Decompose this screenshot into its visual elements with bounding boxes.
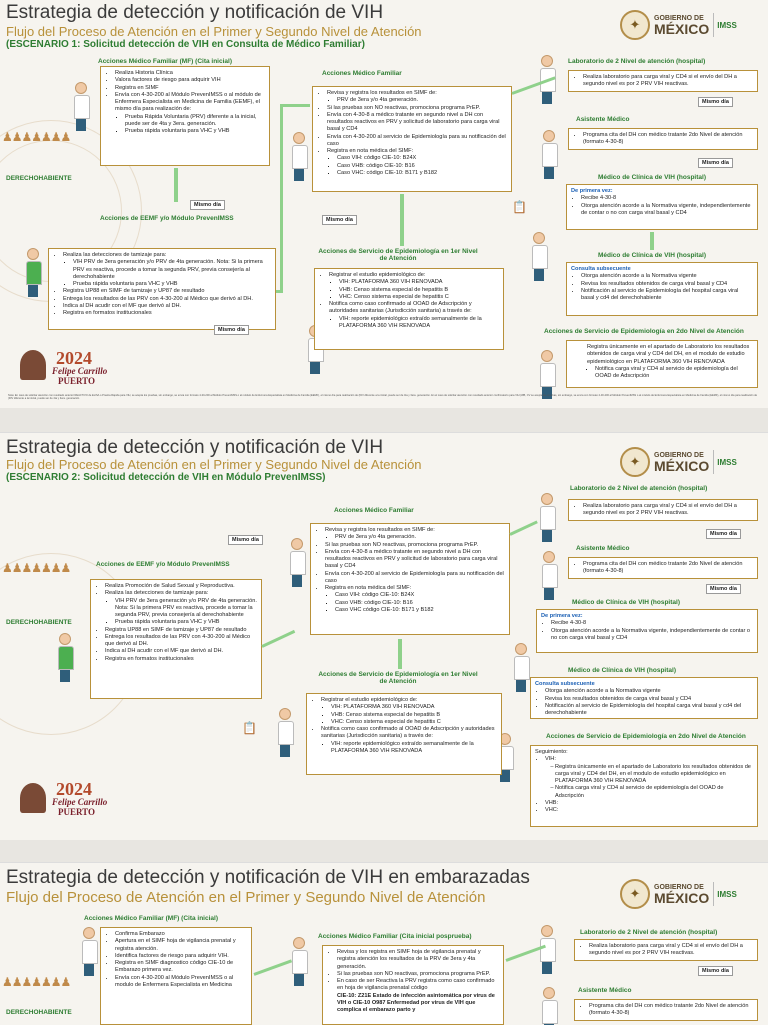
derechohabiente-label: DERECHOHABIENTE [6, 175, 72, 182]
list-item: • VIH: [545, 756, 753, 763]
people-group-icon: ♟♟♟♟♟♟♟ [2, 561, 71, 575]
year-logo: 2024 [56, 779, 92, 799]
list-item: • Registra en nota médica del SIMF: [327, 148, 507, 155]
list-item: • Apertura en el SIMF hoja de vigilancia prenatal y registra atención. [115, 938, 247, 953]
eemf-actions-box [48, 248, 276, 330]
asistente-section-title: Asistente Médico [576, 116, 630, 123]
mf2-section-title: Acciones Médico Familiar [334, 507, 414, 514]
list-item: • Realiza Promoción de Salud Sexual y Reproductiva. [105, 583, 257, 590]
list-item: ▪ VIH PRV de 3era generación y/o PRV de 4ta generación. Nota: Si la primera PRV es reactiva, procede a tomar la segunda PRV, previa consejería al derechohabiente [73, 259, 271, 281]
mf-actions-box [100, 927, 252, 1025]
flow-arrow [509, 520, 537, 535]
list-item: • Envía con 4-30-200 al Módulo PrevenIMSS o al modulo de Enfermera Especialista en Medicina [115, 975, 247, 990]
mf2-actions-box [312, 86, 512, 192]
list-item: ▪ VHC: Censo sistema especial de hepatitis C [331, 719, 497, 726]
assistant-figure-icon [542, 551, 556, 600]
footnote: Nota: En caso de solicitar atención con resultado anterior REACTIVO de ELISA o Prueba Rápida para VIH, se acepta los pruebas, sin embargo, se envía con formato 4-30-200 al Módulo PrevenIMSS o al módulo de Enfermera Especialista en Medicina de Familia (EEMF), el mismo día para realización de (IDV diferente a la inicial, puede ser de 4ta y 3era. generación. En el caso de solicitar atención con resultado anterior confirmatorio para VIH (WB, CV se acepta las pruebas, sin embargo, se envía con formato 4-30-200 al Módulo PrevenIMSS o al módulo de Enfermera Especialista en Medicina de Familia (EEMF), el mismo día para realización de (IDV diferente a la inicial, puede ser de 4ta y 3era. generación. [8, 394, 758, 401]
felipe-carrillo-portrait [20, 783, 46, 813]
list-item: • Envía con 4-30-200 al servicio de Epidemiología para su notificación del caso [327, 134, 507, 149]
list-item: • Confirma Embarazo [115, 931, 247, 938]
list-item: ▪ Caso VIH: código CIE-10: B24X [335, 592, 505, 599]
nurse-figure-icon [26, 248, 40, 297]
list-item: • VHB: [545, 800, 753, 807]
list-item: • Recibe 4-30-8 [581, 195, 753, 202]
list-item: – Registra únicamente en el apartado de Laboratorio los resultados obtenidos de carga viral y CD4 del DH, en el modulo de estudio epidemiológico en PLATAFORMA 360 VIH RENOVADA [555, 764, 753, 786]
doctor-figure-icon [292, 937, 306, 986]
list-item: • Realiza laboratorio para carga viral y CD4 si el envío del DH a segundo nivel es por 2 PRV VIH reactivas. [589, 943, 753, 958]
scenario-label: (ESCENARIO 2: Solicitud detección de VIH en Módulo PrevenIMSS) [6, 472, 326, 483]
list-item: • Registra en formatos institucionales [63, 310, 271, 317]
eemf-section-title: Acciones de EEMF y/o Módulo PrevenIMSS [100, 215, 234, 222]
clinic1-actions-box: De primera vez: • Recibe 4-30-8 • Otorga atención acorde a la Normativa vigente, independientemente de contar o no con carga viral basal y CD4 [536, 609, 758, 653]
flow-arrow [280, 104, 310, 107]
clinic2-actions-box: Consulta subsecuente • Otorga atención acorde a la Normativa vigente • Revisa los resultados obtenidos de carga viral basal y CD4 • Notificación al servicio de Epidemiología del hospital carga viral basal y cd4 del derechohabiente [530, 677, 758, 719]
list-item: • Programa cita del DH con médico tratante 2do Nivel de atención (formato 4-30-8) [583, 561, 753, 576]
list-item: ▪ Caso VHB: código CIE-10: B16 [337, 163, 507, 170]
clinic2-section-title: Médico de Clínica de VIH (hospital) [598, 252, 706, 259]
clinic1-section-title: Médico de Clínica de VIH (hospital) [572, 599, 680, 606]
mismo-dia-tag: Mismo día [698, 158, 733, 168]
list-item: ▪ Caso VIH: código CIE-10: B24X [337, 155, 507, 162]
list-item: • Identifica factores de riesgo para adquirir VIH. [115, 953, 247, 960]
people-group-icon: ♟♟♟♟♟♟♟ [2, 975, 71, 989]
felipe-carrillo-logo: Felipe Carrillo [52, 366, 108, 376]
nurse-figure-icon [58, 633, 72, 682]
list-item: • Indica al DH acudir con el MF que derivó al DH. [63, 303, 271, 310]
flow-arrow [280, 104, 283, 293]
eagle-seal-icon: ✦ [620, 10, 650, 40]
imss-logo: IMSS [713, 13, 737, 37]
list-item: ▪ Notifica carga viral y CD4 al servicio de epidemiología del OOAD de Adscripción [595, 366, 753, 381]
doctor-figure-icon [514, 643, 528, 692]
flow-arrow [261, 630, 295, 648]
lab-section-title: Laboratorio de 2 Nivel de atención (hospital) [568, 58, 706, 65]
lab-section-title: Laboratorio de 2 Nivel de atención (hospital) [570, 485, 708, 492]
list-item: • Indica al DH acudir con el MF que derivó al DH. [105, 648, 257, 655]
lab-technician-icon [540, 493, 554, 542]
list-item: • Registra en SIMF [115, 85, 265, 92]
epi2-actions-box: Registra únicamente en el apartado de Laboratorio los resultados obtenidos de carga viral y CD4 del DH, en el modulo de estudio epidemiológico en PLATAFORMA 360 VIH RENOVADA ▪ Notifica carga viral y CD4 al servicio de epidemiología del OOAD de Adscripción [566, 340, 758, 388]
people-group-icon: ♟♟♟♟♟♟♟ [2, 130, 71, 144]
epi2-section-title: Acciones de Servicio de Epidemiología en 2do Nivel de Atención [544, 328, 744, 335]
gobierno-logo: ✦ GOBIERNO DE MÉXICO IMSS [620, 879, 737, 909]
list-item: • Registrar el estudio epidemiológico de: [329, 272, 499, 279]
list-item: • Realiza las detecciones de tamizaje para: [105, 590, 257, 597]
mf2-section-title: Acciones Médico Familiar [322, 70, 402, 77]
eemf-section-title: Acciones de EEMF y/o Módulo PrevenIMSS [96, 561, 230, 568]
assistant-figure-icon [542, 987, 556, 1025]
asistente-section-title: Asistente Médico [578, 987, 632, 994]
gobierno-logo: ✦ GOBIERNO DE MÉXICO IMSS [620, 10, 737, 40]
page-subtitle: Flujo del Proceso de Atención en el Primer y Segundo Nivel de Atención [6, 889, 486, 906]
scenario-label: (ESCENARIO 1: Solicitud detección de VIH en Consulta de Médico Familiar) [6, 39, 365, 50]
list-item: • VHC: [545, 807, 753, 814]
list-item: • Revisa y registra los resultados en SIMF de: [325, 527, 505, 534]
clipboard-icon: 📋 [512, 200, 527, 214]
list-item: ▪ VIH: reporte epidemiológico extraído semanalmente de la PLATAFORMA 360 VIH RENOVADA [331, 741, 497, 756]
list-item: • Programa cita del DH con médico tratante 2do Nivel de atención (formato 4-30-8) [583, 132, 753, 147]
mismo-dia-tag: Mismo día [706, 529, 741, 539]
list-item: ▪ VHB: Censo sistema especial de hepatitis B [339, 287, 499, 294]
derechohabiente-label: DERECHOHABIENTE [6, 619, 72, 626]
list-item: • Registra UP88 en SIMF de tamizaje y UP87 de resultado [63, 288, 271, 295]
list-item: • Realiza laboratorio para carga viral y CD4 si el envío del DH a segundo nivel es por 2 PRV VIH reactivas. [583, 74, 753, 89]
mismo-dia-tag: Mismo día [322, 215, 357, 225]
clinic1-actions-box: De primera vez: • Recibe 4-30-8 • Otorga atención acorde a la Normativa vigente, independientemente de contar o no con carga viral basal y CD4 [566, 184, 758, 230]
eagle-seal-icon: ✦ [620, 879, 650, 909]
list-item: • Otorga atención acorde a la Normativa vigente, independientemente de contar o no con carga viral basal y CD4 [581, 203, 753, 218]
flow-arrow [174, 168, 178, 202]
list-item: • Recibe 4-30-8 [551, 620, 753, 627]
list-item: • Entrega los resultados de las PRV con 4-30-200 al Médico que derivó al DH. [105, 634, 257, 649]
clipboard-icon: 📋 [242, 721, 257, 735]
sheet-scenario-2 [0, 432, 768, 841]
doctor-figure-icon [82, 927, 96, 976]
lab-actions-box [568, 499, 758, 521]
list-item: • Envía con 4-30-8 a médico tratante en segundo nivel a DH con resultados reactivos en PRV y solicitud de laboratorio para carga viral basal y CD4 [325, 549, 505, 571]
doctor-figure-icon [278, 708, 292, 757]
imss-logo: IMSS [713, 882, 737, 906]
epi1-section-title: Acciones de Servicio de Epidemiología en 1er Nivel de Atención [318, 248, 478, 262]
list-item: • Notifica como caso confirmado al OOAD de Adscripción y autoridades sanitarias (Jurisdicción sanitaria) a través de: [321, 726, 497, 741]
list-item: ▪ Caso VHB: código CIE-10: B16 [335, 600, 505, 607]
list-item: • Envía con 4-30-200 al servicio de Epidemiología para su notificación del caso [325, 571, 505, 586]
list-item: ▪ PRV de 3era y/o 4ta generación. [335, 534, 505, 541]
list-item: • Registra en SIMF diagnostico código CIE-10 de Embarazo primera vez. [115, 960, 247, 975]
list-item: • Si las pruebas son NO reactivas, promociona programa PrEP. [325, 542, 505, 549]
flow-arrow [400, 194, 404, 246]
list-item: • Entrega los resultados de las PRV con 4-30-200 al Médico que derivó al DH. [63, 296, 271, 303]
list-item: • Notifica como caso confirmado al OOAD de Adscripción y autoridades sanitarias (Jurisdicción sanitaria) a través de: [329, 301, 499, 316]
asistente-actions-box [568, 557, 758, 579]
list-item: • En caso de ser Reactiva la PRV registra como caso confirmado en hoja de vigilancia prenatal código [337, 978, 499, 993]
list-item: ▪ Prueba rápida voluntaria para VHC y VHB [125, 128, 265, 135]
page-title: Estrategia de detección y notificación de VIH en embarazadas [6, 867, 530, 888]
list-item: • Otorga atención acorde a la Normativa vigente [545, 688, 753, 695]
list-item: ▪ Prueba Rápida Voluntaria (PRV) diferente a la inicial, puede ser de 4ta y 3era. generación. [125, 114, 265, 129]
page-title: Estrategia de detección y notificación de VIH [6, 2, 384, 23]
doctor-figure-icon [74, 82, 88, 131]
list-item: • Registra en formatos institucionales [105, 656, 257, 663]
list-item: • Notificación al servicio de Epidemiología del hospital carga viral basal y cd4 del derechohabiente [581, 288, 753, 303]
assistant-figure-icon [542, 130, 556, 179]
doctor-figure-icon [290, 538, 304, 587]
clinic1-section-title: Médico de Clínica de VIH (hospital) [598, 174, 706, 181]
list-item: • Revisa los resultados obtenidos de carga viral basal y CD4 [545, 696, 753, 703]
list-item: • Si las pruebas son NO reactivas, promociona programa PrEP. [337, 971, 499, 978]
list-item: • Valora factores de riesgo para adquirir VIH [115, 77, 265, 84]
doctor-figure-icon [540, 350, 554, 399]
list-item: • Revisa y los registra en SIMF hoja de vigilancia prenatal y registra atención los resultados de la PRV de 3era y 4ta generación. [337, 949, 499, 971]
lab-actions-box [574, 939, 758, 961]
list-item: ▪ Prueba rápida voluntaria para VHC y VHB [73, 281, 271, 288]
eemf-actions-box [90, 579, 262, 699]
list-item: ▪ VHC: Censo sistema especial de hepatitis C [339, 294, 499, 301]
list-item: • Programa cita del DH con médico tratante 2do Nivel de atención (formato 4-30-8) [589, 1003, 753, 1018]
list-item: • Realiza las detecciones de tamizaje para: [63, 252, 271, 259]
flow-arrow [253, 959, 292, 975]
list-item: • Otorga atención acorde a la Normativa vigente, independientemente de contar o no con carga viral basal y CD4 [551, 628, 753, 643]
mismo-dia-tag: Mismo día [228, 535, 263, 545]
list-item: • Revisa y registra los resultados en SIMF de: [327, 90, 507, 97]
year-logo: 2024 [56, 348, 92, 368]
list-item: • Registra UP88 en SIMF de tamizaje y UP87 de resultado [105, 627, 257, 634]
asistente-actions-box [574, 999, 758, 1021]
mismo-dia-tag: Mismo día [706, 584, 741, 594]
doctor-figure-icon [532, 232, 546, 281]
list-item: ▪ VIH PRV de 3era generación y/o PRV de 4ta generación. Nota: Si la primera PRV es reactiva, procede a tomar la segunda PRV, previa consejería al derechohabiente [115, 598, 257, 620]
list-item: ▪ Prueba rápida voluntaria para VHC y VHB [115, 619, 257, 626]
list-item: ▪ VIH: reporte epidemiológico extraído semanalmente de la PLATAFORMA 360 VIH RENOVADA [339, 316, 499, 331]
mf-section-title: Acciones Médico Familiar (MF) (Cita inicial) [84, 915, 218, 922]
asistente-section-title: Asistente Médico [576, 545, 630, 552]
list-item: ▪ Caso VHC código CIE-10: B171 y B182 [335, 607, 505, 614]
lab-section-title: Laboratorio de 2 Nivel de atención (hospital) [580, 929, 718, 936]
sheet-scenario-1 [0, 0, 768, 408]
puerto-logo: PUERTO [58, 376, 96, 386]
list-item: – Notifica carga viral y CD4 al servicio de epidemiología del OOAD de Adscripción [555, 785, 753, 800]
list-item: ▪ VHB: Censo sistema especial de hepatitis B [331, 712, 497, 719]
mismo-dia-tag: Mismo día [190, 200, 225, 210]
flow-arrow [398, 639, 402, 669]
mf-actions-box [100, 66, 270, 166]
list-item: ▪ Caso VHC: código CIE-10: B171 y B182 [337, 170, 507, 177]
list-item: • Envía con 4-30-200 al Módulo PrevenIMSS o al módulo de Enfermera Especialista en Medicina de Familia (EEMF), el mismo día para realización de: [115, 92, 265, 114]
gobierno-logo: ✦ GOBIERNO DE MÉXICO IMSS [620, 447, 737, 477]
clinic2-section-title: Médico de Clínica de VIH (hospital) [568, 667, 676, 674]
list-item: ▪ PRV de 3era y/o 4ta generación. [337, 97, 507, 104]
page-subtitle: Flujo del Proceso de Atención en el Primer y Segundo Nivel de Atención [6, 24, 422, 39]
list-item: ▪ VIH: PLATAFORMA 360 VIH RENOVADA [331, 704, 497, 711]
page-title: Estrategia de detección y notificación de VIH [6, 437, 384, 458]
clinic2-actions-box: Consulta subsecuente • Otorga atención acorde a la Normativa vigente • Revisa los resultados obtenidos de carga viral basal y CD4 • Notificación al servicio de Epidemiología del hospital carga viral basal y cd4 del derechohabiente [566, 262, 758, 316]
puerto-logo: PUERTO [58, 807, 96, 817]
epi1-actions-box [314, 268, 504, 350]
list-item: • Envía con 4-30-8 a médico tratante en segundo nivel a DH con resultados reactivos en PRV y solicitud de laboratorio para carga viral basal y CD4 [327, 112, 507, 134]
list-item: • Otorga atención acorde a la Normativa vigente [581, 273, 753, 280]
mf2-section-title: Acciones Médico Familiar (Cita inicial posprueba) [318, 933, 472, 940]
list-item: • Notificación al servicio de Epidemiología del hospital carga viral basal y cd4 del derechohabiente [545, 703, 753, 718]
mismo-dia-tag: Mismo día [698, 97, 733, 107]
epi1-section-title: Acciones de Servicio de Epidemiología en 1er Nivel de Atención [318, 671, 478, 685]
doctor-figure-icon [292, 132, 306, 181]
list-item: • Revisa los resultados obtenidos de carga viral basal y CD4 [581, 281, 753, 288]
list-item: • Realiza Historia Clínica [115, 70, 265, 77]
derechohabiente-label: DERECHOHABIENTE [6, 1009, 72, 1016]
mf2-actions-box: • Revisa y los registra en SIMF hoja de vigilancia prenatal y registra atención los resultados de la PRV de 3era y 4ta generación. • Si las pruebas son NO reactivas, promociona programa PrEP. • En caso de ser Reactiva la PRV registra como caso confirmado en hoja de vigilancia prenatal código CIE-10: Z21E Estado de infección asintomática por virus de VIH o CIE-10 O987 Enfermedad por virus de VIH que complica el embarazo parto y [322, 945, 504, 1025]
mismo-dia-tag: Mismo día [698, 966, 733, 976]
list-item: • Realiza laboratorio para carga viral y CD4 si el envío del DH a segundo nivel es por 2 PRV VIH reactivas. [583, 503, 753, 518]
felipe-carrillo-logo: Felipe Carrillo [52, 797, 108, 807]
lab-actions-box [568, 70, 758, 92]
list-item: ▪ VIH: PLATAFORMA 360 VIH RENOVADA [339, 279, 499, 286]
list-item: • Registra en nota médica del SIMF: [325, 585, 505, 592]
flow-arrow [650, 232, 654, 250]
sheet-embarazadas [0, 862, 768, 1025]
mf-section-title: Acciones Médico Familiar (MF) (Cita inicial) [98, 58, 232, 65]
list-item: • Registrar el estudio epidemiológico de: [321, 697, 497, 704]
epi1-actions-box [306, 693, 502, 775]
list-item: • Si las pruebas son NO reactivas, promociona programa PrEP. [327, 105, 507, 112]
mf2-actions-box [310, 523, 510, 635]
epi2-section-title: Acciones de Servicio de Epidemiología en 2do Nivel de Atención [546, 733, 746, 740]
mismo-dia-tag: Mismo día [214, 325, 249, 335]
eagle-seal-icon: ✦ [620, 447, 650, 477]
asistente-actions-box [568, 128, 758, 150]
page-subtitle: Flujo del Proceso de Atención en el Primer y Segundo Nivel de Atención [6, 457, 422, 472]
lab-technician-icon [540, 925, 554, 974]
epi2-actions-box: Seguimiento: • VIH: – Registra únicamente en el apartado de Laboratorio los resultados obtenidos de carga viral y CD4 del DH, en el modulo de estudio epidemiológico en PLATAFORMA 360 VIH RENOVADA – Notifica carga viral y CD4 al servicio de epidemiología del OOAD de Adscripción • VHB: • VHC: [530, 745, 758, 827]
felipe-carrillo-portrait [20, 350, 46, 380]
imss-logo: IMSS [713, 450, 737, 474]
